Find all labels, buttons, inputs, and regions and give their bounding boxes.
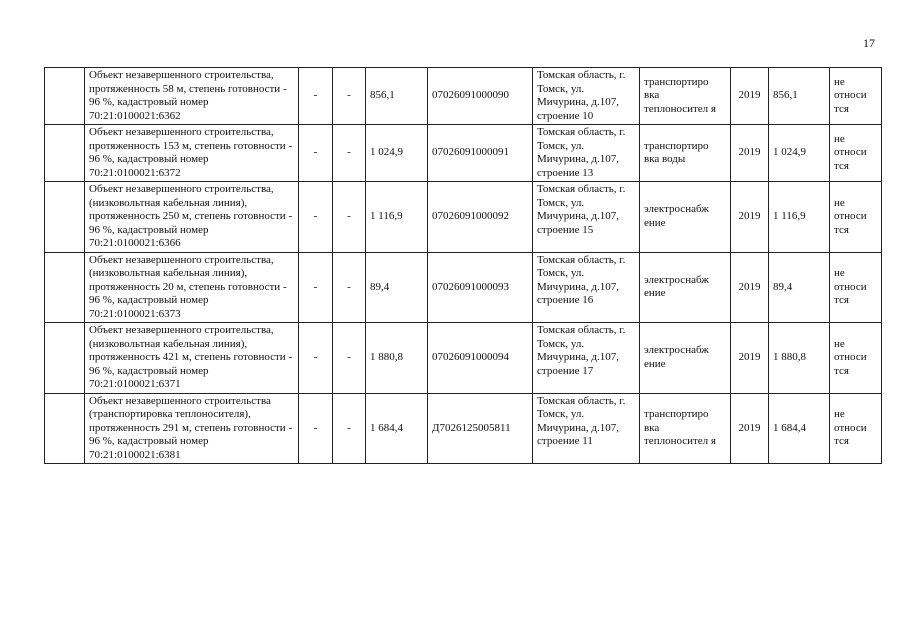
cost-cell: 1 880,8 [366,323,428,394]
inventory-number-cell: 07026091000094 [428,323,533,394]
cost-cell: 1 116,9 [366,182,428,253]
note-cell: не относи тся [830,125,882,182]
table-row [45,323,882,394]
object-name-cell: Объект незавершенного строительства, (низковольтная кабельная линия), протяженность 250 м, степень готовности - 96 %, кадастровый номер 70:21:0100021:6366 [85,182,299,253]
dash-cell: - [299,68,333,125]
page-number: 17 [863,36,875,50]
table-row [45,125,882,182]
value-cell: 1 024,9 [769,125,830,182]
table-row [45,68,882,125]
object-name-cell: Объект незавершенного строительства, (низковольтная кабельная линия), протяженность 421 м, степень готовности - 96 %, кадастровый номер 70:21:0100021:6371 [85,323,299,394]
cost-cell: 1 024,9 [366,125,428,182]
dash-cell: - [333,252,366,323]
dash-cell: - [299,182,333,253]
note-cell: не относи тся [830,393,882,464]
address-cell: Томская область, г. Томск, ул. Мичурина, д.107, строение 10 [533,68,640,125]
object-name-cell: Объект незавершенного строительства, протяженность 153 м, степень готовности - 96 %, кадастровый номер 70:21:0100021:6372 [85,125,299,182]
row-index-cell [45,125,85,182]
object-name-cell: Объект незавершенного строительства, протяженность 58 м, степень готовности - 96 %, кадастровый номер 70:21:0100021:6362 [85,68,299,125]
dash-cell: - [333,182,366,253]
address-cell: Томская область, г. Томск, ул. Мичурина, д.107, строение 16 [533,252,640,323]
table-row [45,393,882,464]
year-cell: 2019 [731,182,769,253]
row-index-cell [45,182,85,253]
purpose-cell: электроснабж ение [640,182,731,253]
cost-cell: 856,1 [366,68,428,125]
purpose-cell: электроснабж ение [640,252,731,323]
year-cell: 2019 [731,68,769,125]
inventory-number-cell: 07026091000091 [428,125,533,182]
value-cell: 1 684,4 [769,393,830,464]
note-cell: не относи тся [830,182,882,253]
inventory-number-cell: 07026091000092 [428,182,533,253]
purpose-cell: транспортиро вка теплоносител я [640,68,731,125]
inventory-number-cell: Д7026125005811 [428,393,533,464]
dash-cell: - [299,323,333,394]
address-cell: Томская область, г. Томск, ул. Мичурина, д.107, строение 13 [533,125,640,182]
year-cell: 2019 [731,323,769,394]
object-name-cell: Объект незавершенного строительства, (низковольтная кабельная линия), протяженность 20 м, степень готовности - 96 %, кадастровый номер 70:21:0100021:6373 [85,252,299,323]
dash-cell: - [333,323,366,394]
purpose-cell: транспортиро вка теплоносител я [640,393,731,464]
inventory-number-cell: 07026091000093 [428,252,533,323]
value-cell: 856,1 [769,68,830,125]
note-cell: не относи тся [830,68,882,125]
year-cell: 2019 [731,252,769,323]
address-cell: Томская область, г. Томск, ул. Мичурина, д.107, строение 17 [533,323,640,394]
table-row [45,252,882,323]
object-name-cell: Объект незавершенного строительства (транспортировка теплоносителя), протяженность 291 м, степень готовности - 96 %, кадастровый номер 70:21:0100021:6381 [85,393,299,464]
row-index-cell [45,393,85,464]
cost-cell: 89,4 [366,252,428,323]
dash-cell: - [333,393,366,464]
dash-cell: - [333,68,366,125]
value-cell: 89,4 [769,252,830,323]
row-index-cell [45,323,85,394]
purpose-cell: электроснабж ение [640,323,731,394]
property-table [44,67,882,464]
dash-cell: - [299,252,333,323]
inventory-number-cell: 07026091000090 [428,68,533,125]
address-cell: Томская область, г. Томск, ул. Мичурина, д.107, строение 15 [533,182,640,253]
dash-cell: - [299,393,333,464]
row-index-cell [45,252,85,323]
cost-cell: 1 684,4 [366,393,428,464]
year-cell: 2019 [731,125,769,182]
address-cell: Томская область, г. Томск, ул. Мичурина, д.107, строение 11 [533,393,640,464]
dash-cell: - [299,125,333,182]
dash-cell: - [333,125,366,182]
note-cell: не относи тся [830,252,882,323]
table-row [45,182,882,253]
note-cell: не относи тся [830,323,882,394]
year-cell: 2019 [731,393,769,464]
row-index-cell [45,68,85,125]
value-cell: 1 880,8 [769,323,830,394]
value-cell: 1 116,9 [769,182,830,253]
purpose-cell: транспортиро вка воды [640,125,731,182]
